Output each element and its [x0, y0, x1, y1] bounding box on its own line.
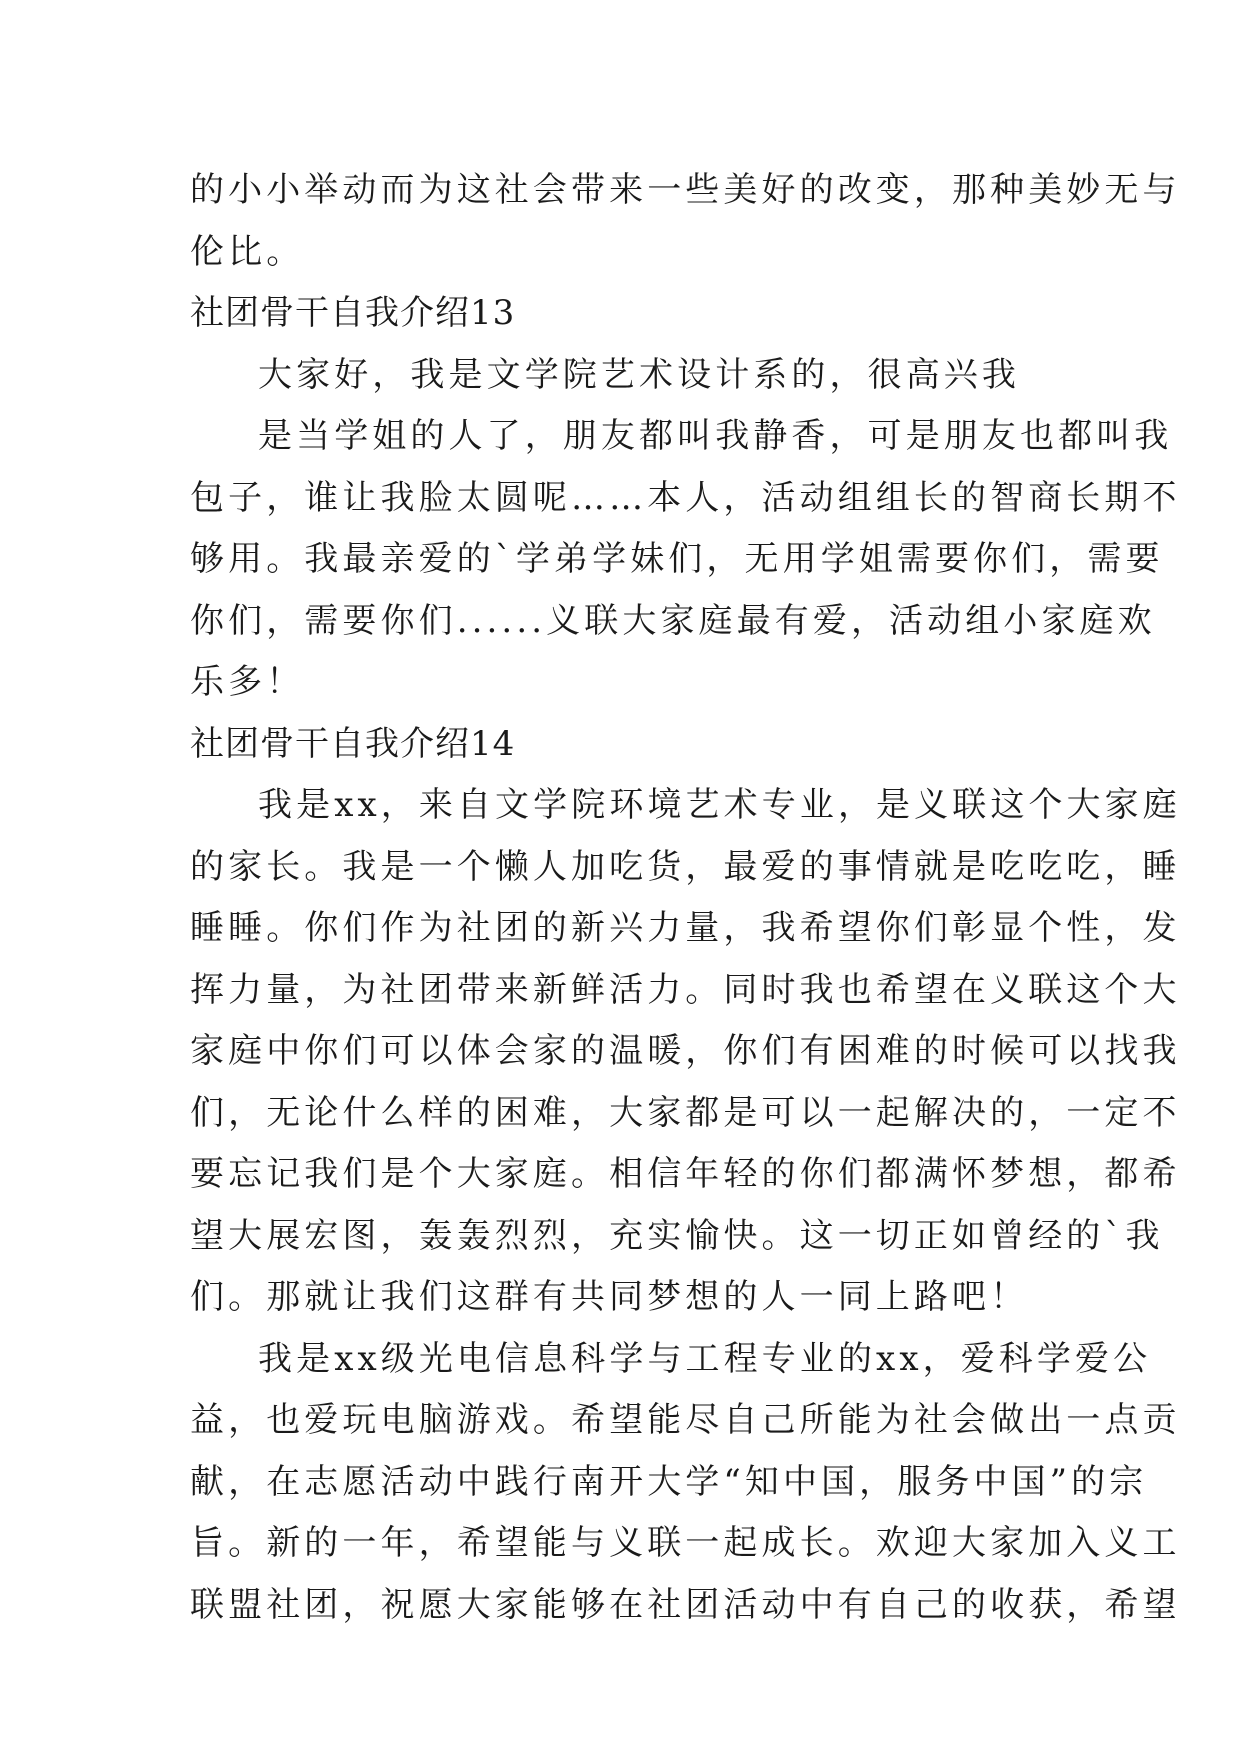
text-line: 乐多！ [190, 662, 305, 702]
text-line: 们，无论什么样的困难，大家都是可以一起解决的，一定不 [190, 1092, 1181, 1133]
text-line: 我是xx，来自文学院环境艺术专业，是义联这个大家庭 [258, 785, 1181, 825]
text-line: 益，也爱玩电脑游戏。希望能尽自己所能为社会做出一点贡 [190, 1400, 1181, 1440]
text-line: 们。那就让我们这群有共同梦想的人一同上路吧！ [190, 1277, 1029, 1317]
text-line: 你们，需要你们......义联大家庭最有爱，活动组小家庭欢 [190, 600, 1156, 641]
text-line: 包子，谁让我脸太圆呢……本人，活动组组长的智商长期不 [190, 477, 1181, 518]
text-line: 望大展宏图，轰轰烈烈，充实愉快。这一切正如曾经的`我 [190, 1215, 1164, 1256]
text-line: 要忘记我们是个大家庭。相信年轻的你们都满怀梦想，都希 [190, 1154, 1181, 1194]
text-line: 献，在志愿活动中践行南开大学“知中国，服务中国”的宗 [190, 1461, 1148, 1502]
section-heading: 社团骨干自我介绍13 [190, 293, 516, 333]
text-line: 家庭中你们可以体会家的温暖，你们有困难的时候可以找我 [190, 1031, 1181, 1071]
text-line: 睡睡。你们作为社团的新兴力量，我希望你们彰显个性，发 [190, 908, 1181, 948]
document-body [190, 160, 1181, 1636]
text-line: 挥力量，为社团带来新鲜活力。同时我也希望在义联这个大 [190, 969, 1181, 1010]
text-line: 大家好，我是文学院艺术设计系的，很高兴我 [258, 354, 1020, 395]
text-line: 联盟社团，祝愿大家能够在社团活动中有自己的收获，希望 [190, 1584, 1181, 1625]
text-line: 伦比。 [190, 231, 305, 272]
text-line: 的小小举动而为这社会带来一些美好的改变，那种美妙无与 [190, 170, 1181, 210]
section-heading: 社团骨干自我介绍14 [190, 723, 516, 764]
text-line: 的家长。我是一个懒人加吃货，最爱的事情就是吃吃吃，睡 [190, 846, 1181, 887]
text-line: 够用。我最亲爱的`学弟学妹们，无用学姐需要你们，需要 [190, 539, 1164, 579]
text-line: 我是xx级光电信息科学与工程专业的xx，爱科学爱公 [258, 1338, 1152, 1379]
text-line: 旨。新的一年，希望能与义联一起成长。欢迎大家加入义工 [190, 1523, 1181, 1563]
text-line: 是当学姐的人了，朋友都叫我静香，可是朋友也都叫我 [258, 416, 1173, 456]
